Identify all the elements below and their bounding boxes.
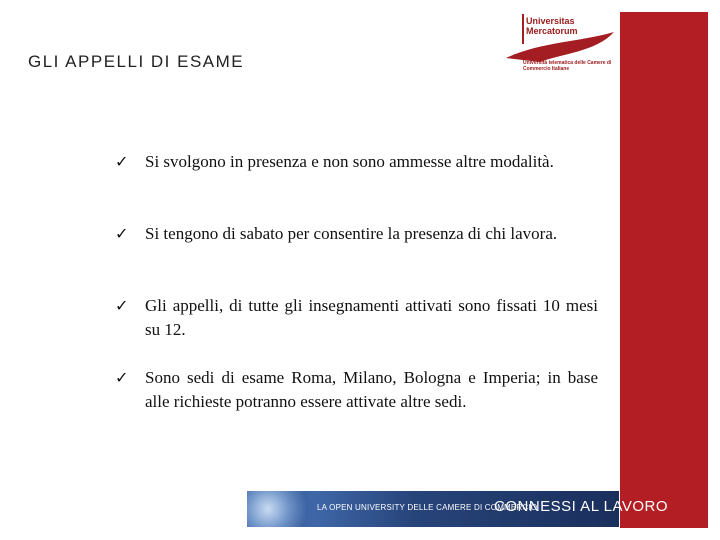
side-accent-bar — [620, 12, 708, 528]
slide-title: GLI APPELLI DI ESAME — [28, 52, 245, 71]
check-icon: ✓ — [115, 296, 129, 315]
check-icon: ✓ — [115, 224, 129, 243]
network-glow-icon — [247, 491, 317, 527]
bullet-text: Gli appelli, di tutte gli insegnamenti attivati sono fissati 10 mesi su 12. — [145, 296, 598, 339]
banner-right-text: CONNESSI AL LAVORO — [494, 498, 669, 515]
banner-left-text: LA OPEN UNIVERSITY DELLE CAMERE DI COMMERCIO — [317, 503, 538, 512]
check-icon: ✓ — [115, 152, 129, 171]
logo-name-line1: Universitas — [526, 16, 575, 26]
logo-name-line2: Mercatorum — [526, 26, 578, 36]
footer-banner — [247, 491, 669, 527]
logo-subtitle: Università telematica delle Camere di Commercio Italiane — [523, 60, 612, 72]
list-item — [115, 294, 598, 342]
university-logo — [500, 12, 618, 82]
list-item — [115, 222, 598, 246]
check-icon: ✓ — [115, 368, 129, 387]
list-item — [115, 150, 598, 174]
bullet-text: Sono sedi di esame Roma, Milano, Bologna e Imperia; in base alle richieste potranno essere attivate altre sedi. — [145, 368, 598, 411]
bullet-text: Si svolgono in presenza e non sono ammesse altre modalità. — [145, 152, 554, 171]
bullet-text: Si tengono di sabato per consentire la presenza di chi lavora. — [145, 224, 558, 243]
list-item — [115, 366, 598, 414]
